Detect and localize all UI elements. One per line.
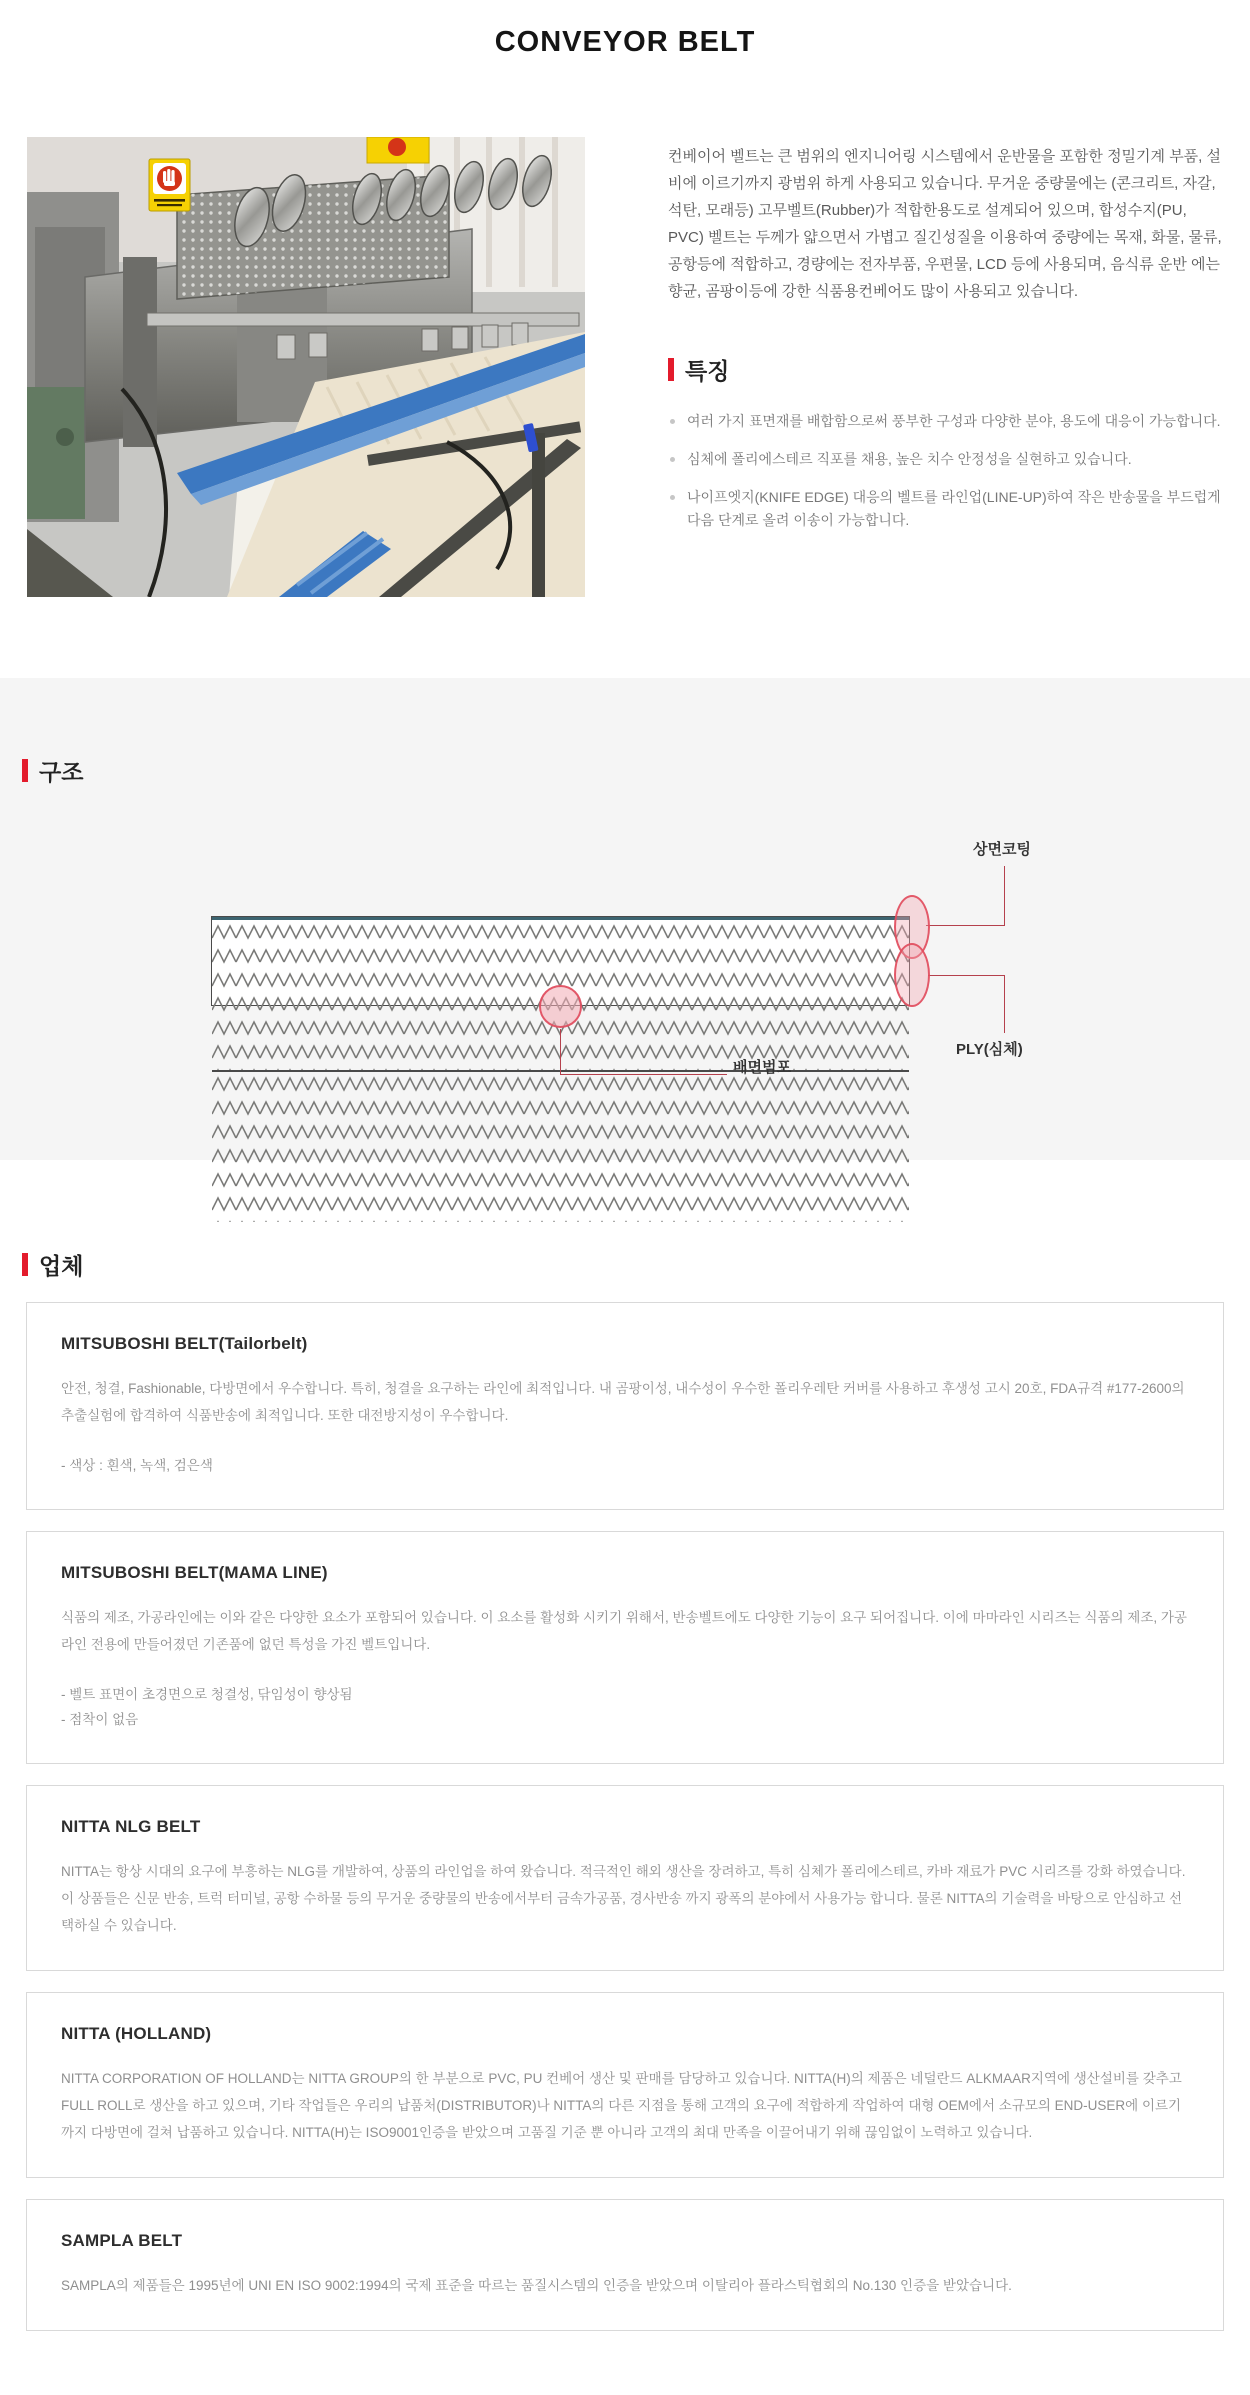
machine-photo	[27, 137, 585, 597]
company-body: SAMPLA의 제품들은 1995년에 UNI EN ISO 9002:1994의 국제 표준을 따르는 품질시스템의 인증을 받았으며 이탈리아 플라스틱협회의 No.130 인증을 받았습니다.	[61, 2278, 1012, 2293]
company-note: - 벨트 표면이 초경면으로 청결성, 닦임성이 향상됨	[61, 1687, 353, 1702]
label-back-fabric: 배면범포	[733, 1059, 791, 1076]
red-bar-icon	[22, 1253, 28, 1276]
feature-list	[668, 410, 1223, 532]
company-body: 식품의 제조, 가공라인에는 이와 같은 다양한 요소가 포함되어 있습니다. 이 요소를 활성화 시키기 위해서, 반송벨트에도 다양한 기능이 요구 되어집니다. 이에 마마라인 시리즈는 식품의 제조, 가공라인 전용에 만들어졌던 기존품에 없던 특성을 가진 벨트입니다.	[61, 1610, 1187, 1652]
intro-section	[27, 137, 1223, 597]
company-card-nitta-nlg	[26, 1785, 1224, 1971]
company-card-nitta-holland	[26, 1992, 1224, 2178]
company-card-mitsuboshi-mama-line	[26, 1531, 1224, 1764]
companies-title: 업체	[39, 1253, 84, 1279]
page-title: CONVEYOR BELT	[494, 26, 756, 58]
company-note: - 색상 : 흰색, 녹색, 검은색	[61, 1458, 213, 1473]
list-item	[668, 410, 1223, 433]
company-title: MITSUBOSHI BELT(Tailorbelt)	[61, 1334, 308, 1353]
list-item	[668, 486, 1223, 532]
intro-description: 컨베이어 벨트는 큰 범위의 엔지니어링 시스템에서 운반물을 포함한 정밀기계 부품, 설비에 이르기까지 광범위 하게 사용되고 있습니다. 무거운 중량물에는 (콘크리트, 자갈, 석탄, 모래등) 고무벨트(Rubber)가 적합한용도로 설계되어 있으며, 합성수지(PU, PVC) 벨트는 두께가 얇으면서 가볍고 질긴성질을 이용하여 중량에는 목재, 화물, 물류, 공항등에 적합하고, 경량에는 전자부품, 우편물, LCD 등에 사용되며, 음식류 운반 에는 향균, 곰팡이등에 강한 식품용컨베어도 많이 사용되고 있습니다.	[668, 148, 1222, 300]
page-header	[0, 0, 1250, 60]
bullet-icon	[670, 495, 675, 500]
connector-line	[560, 1029, 561, 1074]
structure-heading	[22, 754, 83, 787]
feature-text: 여러 가지 표면재를 배합함으로써 풍부한 구성과 다양한 분야, 용도에 대응이 가능합니다.	[687, 413, 1221, 429]
company-notes	[61, 1453, 1189, 1478]
warning-sticker-icon	[149, 159, 190, 211]
structure-title: 구조	[39, 759, 84, 785]
companies-section	[0, 1248, 1250, 2371]
company-card-mitsuboshi-tailorbelt	[26, 1302, 1224, 1510]
company-card-sampla	[26, 2199, 1224, 2331]
connector-line	[1004, 975, 1005, 1033]
red-bar-icon	[22, 759, 28, 782]
company-title: NITTA (HOLLAND)	[61, 2024, 212, 2043]
red-bar-icon	[668, 358, 674, 381]
connector-line	[926, 925, 1005, 926]
connector-line	[560, 1074, 727, 1075]
bullet-icon	[670, 419, 675, 424]
companies-heading	[22, 1248, 1224, 1281]
label-top-coating: 상면코팅	[973, 841, 1031, 858]
company-title: MITSUBOSHI BELT(MAMA LINE)	[61, 1563, 328, 1582]
connector-line	[1004, 866, 1005, 925]
company-title: SAMPLA BELT	[61, 2231, 183, 2250]
features-heading	[668, 353, 1223, 386]
highlight-circle-back-fabric	[539, 985, 582, 1028]
company-title: NITTA NLG BELT	[61, 1817, 201, 1836]
intro-text	[668, 137, 1223, 597]
company-notes	[61, 1682, 1189, 1732]
machine-photo-illustration	[27, 137, 585, 597]
connector-line	[928, 975, 1005, 976]
features-title: 특징	[685, 358, 730, 384]
list-item	[668, 448, 1223, 471]
highlight-ellipse-ply	[894, 943, 930, 1007]
company-body: NITTA는 항상 시대의 요구에 부흥하는 NLG를 개발하여, 상품의 라인업을 하여 왔습니다. 적극적인 해외 생산을 장려하고, 특히 심체가 폴리에스테르, 카바 재료가 PVC 시리즈를 강화 하였습니다. 이 상품들은 신문 반송, 트럭 터미널, 공항 수하물 등의 무거운 중량물의 반송에서부터 금속가공품, 경사반송 까지 광폭의 분야에서 사용가능 합니다. 물론 NITTA의 기술력을 바탕으로 안심하고 선택하실 수 있습니다.	[61, 1864, 1186, 1933]
feature-text: 심체에 폴리에스테르 직포를 채용, 높은 치수 안정성을 실현하고 있습니다.	[687, 451, 1132, 467]
structure-section	[0, 678, 1250, 1160]
company-body: 안전, 청결, Fashionable, 다방면에서 우수합니다. 특히, 청결을 요구하는 라인에 최적입니다. 내 곰팡이성, 내수성이 우수한 폴리우레탄 커버를 사용하고 후생성 고시 20호, FDA규격 #177-2600의 추출실험에 합격하여 식품반송에 최적입니다. 또한 대전방지성이 우수합니다.	[61, 1381, 1185, 1423]
bullet-icon	[670, 457, 675, 462]
warning-sticker-small-icon	[367, 137, 429, 163]
feature-text: 나이프엣지(KNIFE EDGE) 대응의 벨트를 라인업(LINE-UP)하여 작은 반송물을 부드럽게 다음 단계로 올려 이송이 가능합니다.	[687, 489, 1221, 528]
belt-ply-fabric-layer-2	[212, 1072, 909, 1222]
company-body: NITTA CORPORATION OF HOLLAND는 NITTA GROUP의 한 부분으로 PVC, PU 컨베어 생산 및 판매를 담당하고 있습니다. NITTA(H)의 제품은 네덜란드 ALKMAAR지역에 생산설비를 갖추고 FULL ROLL로 생산을 하고 있으며, 기타 작업들은 우리의 납품처(DISTRIBUTOR)나 NITTA의 다른 지점을 통해 고객의 요구에 적합하게 작업하여 대형 OEM에서 소규모의 END-USER에 이르기 까지 다방면에 걸쳐 납품하고 있습니다. NITTA(H)는 ISO9001인증을 받았으며 고품질 기준 뿐 아니라 고객의 최대 만족을 이끌어내기 위해 끊임없이 노력하고 있습니다.	[61, 2071, 1182, 2140]
company-note: - 점착이 없음	[61, 1712, 139, 1727]
label-ply: PLY(심체)	[956, 1041, 1023, 1058]
